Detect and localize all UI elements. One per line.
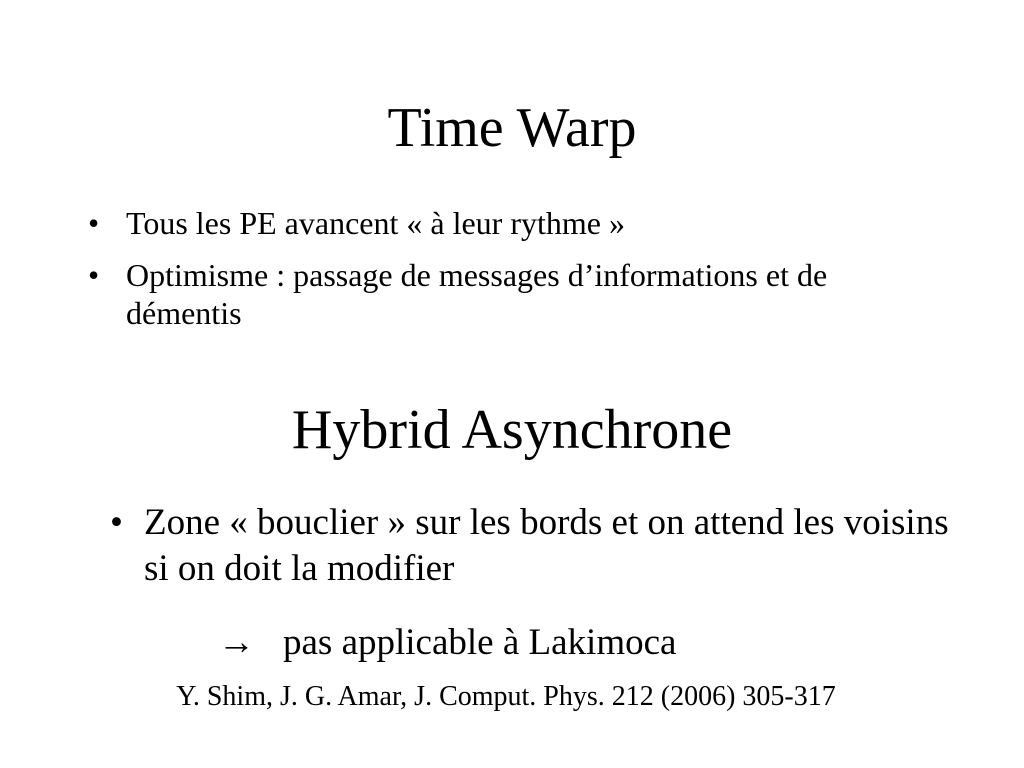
bullet-list-hybrid [110, 500, 960, 592]
slide-title-time-warp: Time Warp [387, 97, 637, 159]
bullet-text: Tous les PE avancent « à leur rythme » [126, 205, 625, 241]
bullet-item [88, 256, 938, 332]
citation: Y. Shim, J. G. Amar, J. Comput. Phys. 212 (2006) 305-317 [176, 681, 836, 712]
slide-title-hybrid-asynchrone: Hybrid Asynchrone [291, 399, 733, 461]
bullet-item [88, 204, 938, 242]
bullet-list-time-warp [88, 204, 938, 346]
bullet-text: Optimisme : passage de messages d’informations et de démentis [126, 257, 828, 331]
bullet-dot: • [88, 257, 100, 293]
conclusion-text: pas applicable à Lakimoca [283, 622, 677, 663]
bullet-dot: • [88, 205, 100, 241]
right-arrow-icon: → [218, 622, 255, 663]
bullet-text: Zone « bouclier » sur les bords et on attend les voisins si on doit la modifier [144, 502, 949, 589]
bullet-item [110, 500, 960, 592]
conclusion-line [218, 620, 676, 666]
bullet-dot: • [110, 502, 123, 543]
